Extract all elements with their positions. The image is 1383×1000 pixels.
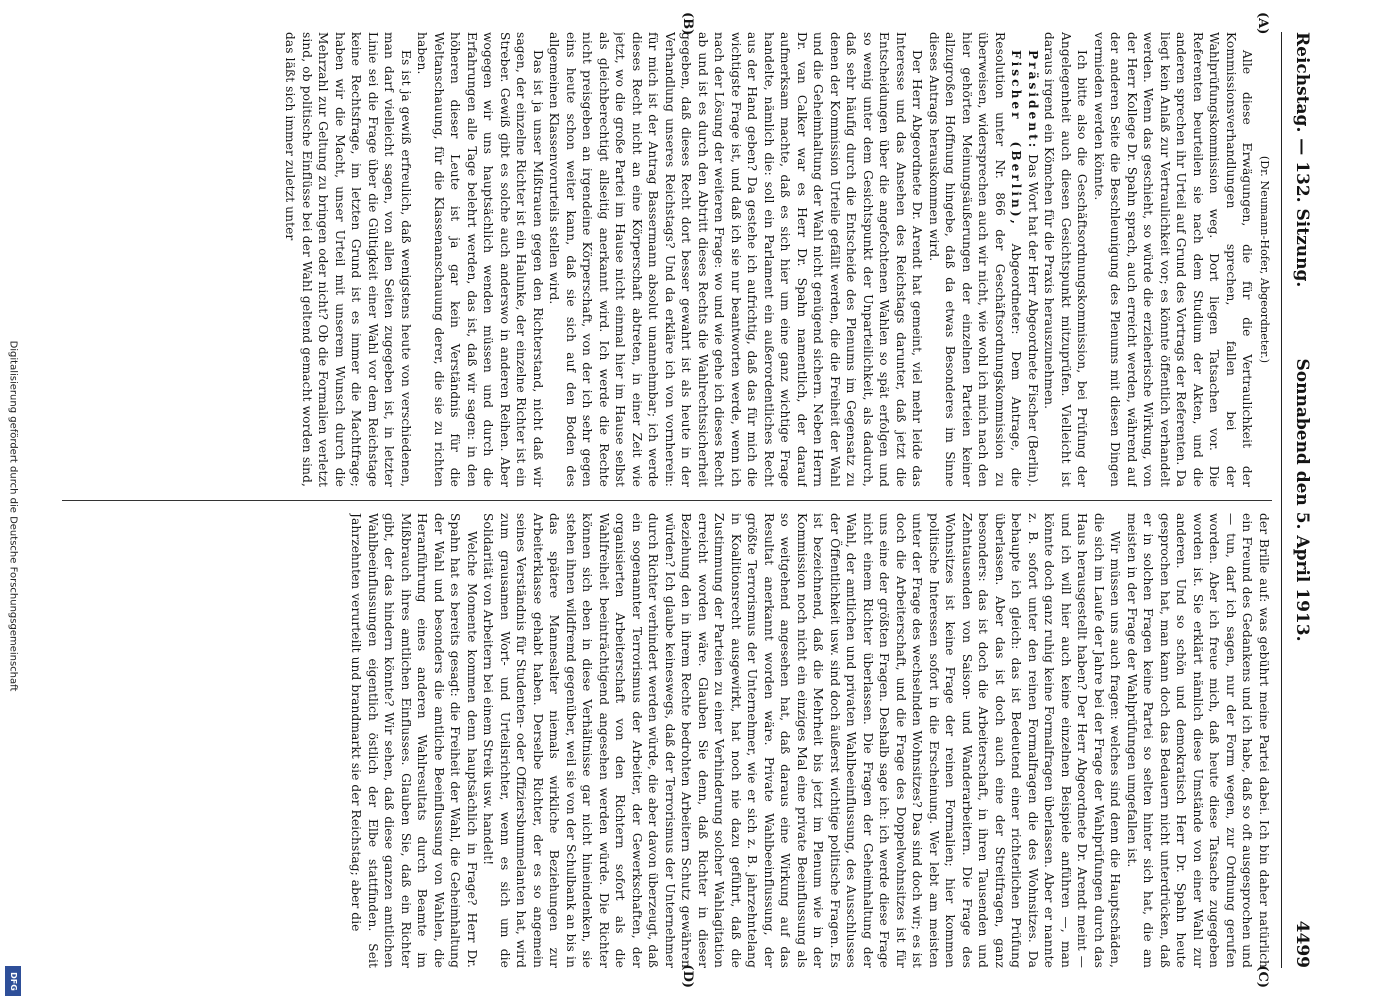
page-number: 4499 xyxy=(1292,920,1312,968)
speaker-name: Fischer (Berlin), xyxy=(1009,50,1024,227)
margin-marker-a: (A) xyxy=(1255,12,1270,35)
header-rule xyxy=(1281,32,1282,968)
speaker-paragraph xyxy=(926,32,1025,487)
speaker-role: Abgeordneter: xyxy=(1009,243,1024,335)
paragraph: der Brille auf: was gebührt meine Partei dabei. Ich bin daher natürlich ein Freund des Gedankens und ich habe, daß so oft ausgesprochen und — tun, darf ich sagen, nur der Form wegen, zur Ordnung gerufen worden. Aber ich freue mich, daß heute diese Tatsache zugegeben worden ist. Sie erklärt nämlich diese Umstände von einer Wahl zur anderen. Und so schön und demokratisch Herr Dr. Spahn heute gesprochen hat, man kann doch das Bedauern nicht unterdrücken, daß er in solchen Fragen keine Partei so selten hinter sich hat, die am meisten in der Frage der Wahlprüfungen umgefallen ist. xyxy=(1125,513,1271,968)
dfg-logo xyxy=(5,966,21,996)
paragraph: Der Herr Abgeordnete Dr. Arendt hat gemeint, viel mehr leide das Interesse und das Ansehen des Reichstags darunter, daß jetzt die Entscheidungen über die angefochtenen Wahlen so spät erfolgen und so wenig unter dem Gesichtspunkt der Unparteilichkeit, als dadurch, daß sehr häufig durch die Entscheide des Plenums im Gegensatz zu denen der Kommission Urteile gefällt werden, die die Freiheit der Wahl und die Geheimhaltung der Wahl nicht genügend sichern. Neben Herrn Dr. van Calker war es Herr Dr. Spahn namentlich, der darauf aufmerksam machte, daß es sich hier um eine ganz wichtige Frage handelte, nämlich die: soll ein Parlament ein außerordentliches Recht aus der Hand geben? Da gestehe ich aufrichtig, daß das für mich die wichtigste Frage ist, und daß ich sie nur beantworten werde, wenn ich nach der Lösung der weiteren Frage: wo und wie gehe ich dieses Recht ab und ist es durch den Abtritt dieses Rechts die Wahlrechtssicherheit gegeben, daß dieses Recht dort besser gewahrt ist als heute in der Verhandlung unseres Reichstags? Und da erkläre ich von vornherein: für mich ist der Antrag Bassermann absolut unannehmbar; ich werde dieses Recht nicht an eine Körperschaft abtreten, in einer Zeit wie jetzt, wo die große Partei im Hause nicht einmal hier im Hause selbst als gleichberechtigt allseitig anerkannt wird. Ich werde die Rechte nicht preisgeben an irgendeine Körperschaft, von der ich sehr gegen eins heute schon weiter kann, daß sie sich auf den Boden des allgemeinen Klassenvorurteils stellen wird. xyxy=(547,32,925,487)
column-divider xyxy=(62,500,1272,501)
paragraph: Welche Momente kommen denn hauptsächlich in Frage? Herr Dr. Spahn hat es bereits gesagt: die Freiheit der Wahl, die Geheimhaltung der Wahl und besonders die amtliche Beeinflussung von Wahlen, die Heranführung eines anderen Wahlresultats durch Beamte im Mißbrauch ihres amtlichen Einflusses. Glauben Sie, daß ein Richter gibt, der das hindern könnte? Wir sehen, daß diese ganzen amtlichen Wahlbeeinflussungen eigentlich östlich der Elbe stattfinden. Seit Jahrzehnten verurteilt und brandmarkt sie der Reichstag; aber die xyxy=(349,513,479,968)
dfg-logo-text: DFG xyxy=(8,971,18,991)
scanned-page xyxy=(50,10,1330,990)
president-text: Das Wort hat der Herr Abgeordnete Fischer (Berlin). xyxy=(1026,154,1040,487)
speaker-text: Dem Antrage, die Resolution unter Nr. 866 der Geschäftsordnungskommission zu überweisen, widersprechen auch wir nicht, wie wohl ich mich nach den hier gehörten Meinungsäußerungen der einzelnen Parteien keiner allzugroßen Hoffnung hingebe, daß da etwas Besonderes im Sinne dieses Antrags herauskommen wird. xyxy=(927,32,1024,487)
paragraph: Das ist ja unser Mißtrauen gegen den Richterstand, nicht daß wir sagen, der einzelne Richter ist ein Halunke, der einzelne Richter ist ein Streber. Gewiß gibt es solche auch anderswo in anderen Reihen. Aber wogegen wir uns hauptsächlich wenden müssen und durch die Erfahrungen alle Tage belehrt werden, das ist, daß wir sagen: in den höheren dieser Leute ist ja gar kein Verständnis für die Weltanschauung, für die Klassenanschauung derer, die sie zu richten haben. xyxy=(415,32,545,487)
left-column xyxy=(62,32,1272,487)
digitization-credit xyxy=(2,6,24,994)
page-frame xyxy=(50,10,1330,990)
speaker-line: (Dr. Neumann-Hofer, Abgeordneter.) xyxy=(1258,155,1271,364)
paragraph: Ich bitte also die Geschäftsordnungskommission, bei Prüfung der Angelegenheit auch diesen Gesichtspunkt mitzuprüfen. Vielleicht ist daraus irgend ein Kömchen für die Praxis herauszunehmen. xyxy=(1042,32,1090,487)
margin-marker-c: (C) xyxy=(1255,965,1270,988)
paragraph: Wir müssen uns auch fragen: welches sind denn die Hauptschäden, die sich im Laufe der Jahre bei der Frage der Wahlprüfungen durch das Haus herausgestellt haben? Der Herr Abgeordnete Dr. Arendt meint — und ich will hier auch keine einzelnen Beispiele anführen —, man könnte doch ganz ruhig keine Formalfragen überlassen. Aber er nannte z. B. sofort unter den reinen Formalfragen die des Wohnsitzes. Da behaupte ich gleich: das ist Bedeutend einer richterlichen Prüfung überlassen. Aber das ist doch auch eine der Streitfragen, ganz besonders: das ist doch die Arbeiterschaft, in ihren Tausenden und Zehntausenden von Saison- und Wanderarbeitern. Die Frage des Wohnsitzes ist keine Frage der reinen Formalien; hier kommen politische Interessen sofort in die Erscheinung. Wer lebt am meisten unter der Frage des wechselnden Wohnsitzes? Das sind doch wir; es ist doch die Arbeiterschaft, und die Frage des Doppelwohnsitzes ist für uns eine der größten Fragen. Deshalb sage ich: ich werde diese Frage nicht einem Richter überlassen. Die Fragen der Geheimhaltung der Wahl, der amtlichen und privaten Wahlbeeinflussung, des Ausschlusses der Öffentlichkeit usw. sind doch äußerst wichtige politische Fragen. Es ist bezeichnend, daß die Mehrheit bis jetzt im Plenum wie in der Kommission noch nicht ein einziges Mal eine private Beeinflussung als so weitgehend angesehen hat, daß daraus eine Wirkung auf das Resultat anerkannt worden wäre. Private Wahlbeeinflussung, der größte Terrorismus der Unternehmer, wie er sich z. B. jahrzehntelang in Koalitionsrecht ausgewirkt, hat noch nie dazu geführt, daß die Zustimmung der Parteien zu einer Verhinderung solcher Wahlagitation erreicht worden wäre. Glauben Sie denn, daß Richter in dieser Beziehung den in ihrem Rechte bedrohten Arbeitern Schutz gewähren würden? Ich glaube keineswegs, daß der Terrorismus der Unternehmer durch Richter verhindert werden würde, die aber davon überzeugt, daß ein sogenannter Terrorismus der Arbeiter, der Gewerkschaften, der organisierten Arbeiterschaft von den Richtern sofort als die Wahlfreiheit beeinträchtigend angesehen werden würde. Die Richter können sich eben in diese Verhältnisse gar nicht hineindenken, sie stehen ihnen wildfremd gegenüber, weil sie von der Schulbank an bis in das spätere Mannesalter niemals wirkliche Beziehungen zur Arbeiterklasse gehabt haben. Derselbe Richter, der es so angemein seines Verständnis für Studenten- oder Offiziersbummelanten hat, wird zum grausamen Wort- und Urteilsrichter, wenn es sich um die Solidarität von Arbeitern bei einem Streik usw. handelt! xyxy=(481,513,1123,968)
margin-marker-b: (B) xyxy=(680,12,695,36)
credit-text: Digitalisierung gefördert durch die Deutsche Forschungsgemeinschaft xyxy=(7,340,19,692)
header-date: Sonnabend den 5. April 1913. xyxy=(1292,358,1312,642)
margin-marker-d: (D) xyxy=(680,964,695,988)
president-label: Präsident: xyxy=(1026,50,1040,151)
paragraph: Alle diese Erwägungen, die für die Vertraulichkeit der Kommissionsverhandlungen sprechen, fallen bei der Wahlprüfungskommission weg. Dort liegen Tatsachen vor. Die Referenten beurteilen sie nach dem Studium der Akten, und die anderen sprechen ihr Urteil auf Grund des Vortrags der Referenten. Da liegt kein Anlaß zur Vertraulichkeit vor; es könnte öffentlich verhandelt werden. Wenn das geschieht, so würde die erzieherische Wirkung, von der Herr Kollege Dr. Spahn sprach, auch erreicht werden, während auf der anderen Seite die Beschleunigung des Plenums mit diesen Dingen vermieden werden könnte. xyxy=(1092,32,1255,487)
right-column xyxy=(62,513,1272,968)
header-left: Reichstag. — 132. Sitzung. xyxy=(1292,32,1312,288)
president-paragraph xyxy=(1025,32,1042,487)
page-header xyxy=(1286,32,1312,968)
paragraph: Es ist ja gewiß erfreulich, daß wenigstens heute von verschiedenen, man darf vielleicht sagen, von allen Seiten zugegeben ist, in letzter Linie sei die Frage über die Gültigkeit einer Wahl vor dem Reichstage keine Rechtsfrage, im letzten Grund ist es immer die Machtfrage; haben wir die Macht, unser Urteil mit unserem Wunsch durch die Mehrzahl zur Geltung zu bringen oder nicht? Ob die Formalien verletzt sind, ob politische Einflüsse bei der Wahl geltend gemacht worden sind, das läßt sich immer zuletzt unter xyxy=(283,32,413,487)
